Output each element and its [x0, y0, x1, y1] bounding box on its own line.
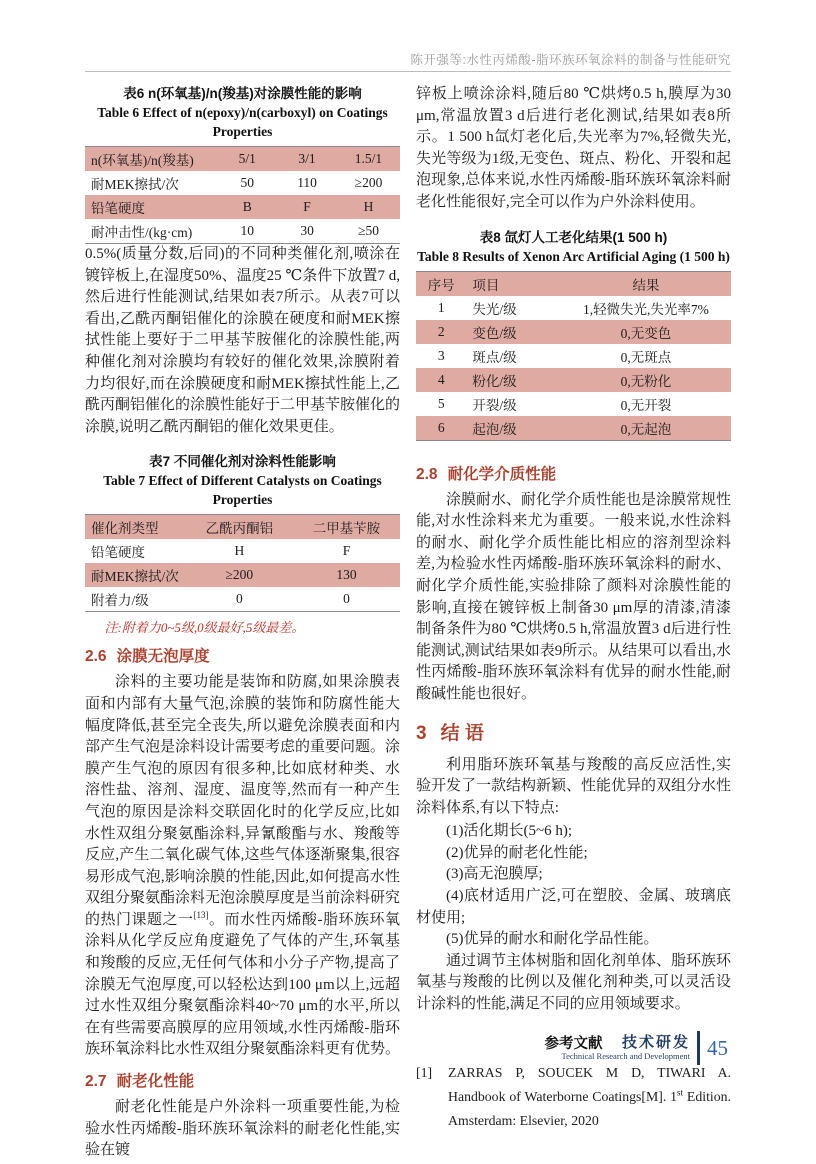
- table-7-caption-en2: Properties: [212, 492, 273, 508]
- paragraph-conclusion-outro: 通过调节主体树脂和固化剂单体、脂环族环氧基与羧酸的比例以及催化剂种类,可以灵活设计涂料的性能,满足不同的应用领域要求。: [416, 952, 732, 1013]
- table-cell: 1,轻微失光,失光率7%: [582, 301, 709, 317]
- paragraph-aging-intro: 耐老化性能是户外涂料一项重要性能,为检验水性丙烯酸-脂环族环氧涂料的耐老化性能,实验在镀: [85, 1099, 400, 1159]
- table-cell: 110: [297, 175, 317, 190]
- table-6-caption-en2: Properties: [212, 124, 273, 139]
- table-cell: H: [337, 195, 400, 219]
- table-8-caption-cn: 表8 氙灯人工老化结果(1 500 h): [479, 229, 668, 245]
- footer-section-cn: 技术研发: [621, 1034, 690, 1051]
- conclusion-item-2: (2)优异的耐老化性能;: [446, 844, 588, 861]
- table-row: [85, 539, 400, 563]
- table-cell: H: [234, 543, 245, 559]
- table-cell: ≥50: [358, 223, 379, 238]
- page-number: 45: [707, 1035, 728, 1060]
- table-cell: 0,无粉化: [561, 368, 731, 392]
- table-6: [85, 146, 400, 244]
- running-head-title: 陈开强等:水性丙烯酸-脂环族环氧涂料的制备与性能研究: [410, 53, 731, 67]
- table-cell: 粉化/级: [466, 368, 561, 392]
- table-cell: 0,无起泡: [561, 416, 731, 441]
- table-cell: 0,无开裂: [620, 397, 672, 413]
- table-cell: 5/1: [217, 147, 277, 172]
- conclusion-item-5: (5)优异的耐水和耐化学品性能。: [446, 931, 659, 948]
- citation-13: [13]: [193, 909, 209, 920]
- table-cell: F: [277, 195, 337, 219]
- section-heading-2-8: [416, 465, 731, 485]
- reference-text: ZARRAS P, SOUCEK M D, TIWARI A. Handbook of Waterborne Coatings[M]. 1: [448, 1064, 731, 1104]
- table-cell: F: [342, 543, 351, 559]
- table-cell: 催化剂类型: [85, 515, 186, 540]
- table-cell: 5: [437, 395, 445, 411]
- paragraph-bubble-free: [85, 672, 400, 1061]
- section-number: 2.8: [416, 465, 438, 483]
- table-cell: 起泡/级: [466, 416, 561, 441]
- table-cell: 6: [416, 416, 466, 441]
- table-cell: 4: [416, 368, 466, 392]
- paragraph-aging-result: 锌板上喷涂涂料,随后80 ℃烘烤0.5 h,膜厚为30 μm,常温放置3 d后进行老化测试,结果如表8所示。1 500 h氙灯老化后,失光率为7%,轻微失光,失光等级为1级,无变色、斑点、粉化、开裂和起泡现象,总体来说,水性丙烯酸-脂环族环氧涂料耐老化性能很好,完全可以作为户外涂料使用。: [416, 86, 731, 210]
- table-8: [416, 271, 731, 441]
- table-cell: 附着力/级: [91, 593, 149, 609]
- page-footer: [561, 1031, 728, 1065]
- table-row: [85, 563, 400, 587]
- footer-section-labels: [561, 1034, 690, 1062]
- section-number: 2.6: [85, 648, 107, 666]
- left-column: [85, 84, 400, 1164]
- table-row: [85, 587, 400, 612]
- reference-text: Edition. Amsterdam: Elsevier, 2020: [448, 1088, 731, 1128]
- table-cell: 项目: [466, 271, 561, 296]
- table-cell: B: [217, 195, 277, 219]
- table-cell: 失光/级: [472, 301, 517, 317]
- table-cell: 50: [240, 175, 254, 190]
- table-cell: 10: [240, 223, 254, 238]
- table-6-caption-cn: 表6 n(环氧基)/n(羧基)对涂膜性能的影响: [123, 86, 362, 101]
- conclusion-item-3: (3)高无泡膜厚;: [446, 866, 543, 883]
- table-cell: 序号: [416, 271, 466, 296]
- table-row: [85, 195, 400, 219]
- section-title: 结 语: [440, 722, 484, 744]
- paragraph-text: 。而水性丙烯酸-脂环族环氧涂料从化学反应角度避免了气体的产生,环氧基和羧酸的反应,无任何气体和小分子产物,提高了涂膜无气泡厚度,可以轻松达到100 μm以上,远超过水性双组分聚氨酯涂料40~70 μm的水平,所以在有些需要高膜厚的应用领域,水性丙烯酸-脂环族环氧涂料比水性双组分聚氨酯涂料更有优势。: [85, 911, 401, 1058]
- table-row: [85, 171, 400, 195]
- table-row: [416, 416, 731, 441]
- table-cell: 耐MEK擦拭/次: [91, 177, 179, 192]
- table-cell: 3/1: [277, 147, 337, 172]
- table-cell: 铅笔硬度: [91, 545, 145, 561]
- table-cell: 斑点/级: [472, 349, 517, 365]
- table-cell: 0,无斑点: [620, 349, 672, 365]
- section-title: 耐老化性能: [116, 1073, 195, 1091]
- table-cell: ≥200: [186, 563, 293, 587]
- section-title: 涂膜无泡厚度: [116, 648, 210, 666]
- paragraph-text: 涂料的主要功能是装饰和防腐,如果涂膜表面和内部有大量气泡,涂膜的装饰和防腐性能大幅度降低,甚至完全丧失,所以避免涂膜表面和内部产生气泡是涂料设计需要考虑的重要问题。涂膜产生气泡的原因有很多种,比如底材种类、水溶性盐、溶剂、湿度、温度等,然而有一种产生气泡的原因是涂料交联固化时的化学反应,比如水性双组分聚氨酯涂料,异氰酸酯与水、羧酸等反应,产生二氧化碳气体,这些气体逐渐聚集,很容易形成气泡,影响涂膜的性能,因此,如何提高水性双组分聚氨酯涂料无泡涂膜厚度是当前涂料研究的热门课题之一: [85, 674, 401, 928]
- table-cell: 1.5/1: [337, 147, 400, 172]
- table-row: [416, 392, 731, 416]
- table-7-note: 注:附着力0~5级,0级最好,5级最差。: [104, 620, 305, 636]
- table-cell: 耐冲击性/(kg·cm): [91, 225, 193, 240]
- table-row: [416, 271, 731, 296]
- table-row: [85, 515, 400, 540]
- paragraph-conclusion-intro: 利用脂环族环氧基与羧酸的高反应活性,实验开发了一款结构新颖、性能优异的双组分水性涂料体系,有以下特点:: [416, 756, 732, 816]
- table-7-caption-en: Table 7 Effect of Different Catalysts on Coatings: [103, 473, 382, 489]
- table-cell: 0: [235, 591, 243, 607]
- table-cell: 乙酰丙酮铝: [186, 515, 293, 540]
- conclusion-item-4: (4)底材适用广泛,可在塑胶、金属、玻璃底材使用;: [416, 888, 731, 926]
- paragraph-catalyst: 0.5%(质量分数,后同)的不同种类催化剂,喷涂在镀锌板上,在湿度50%、温度25 ℃条件下放置7 d,然后进行性能测试,结果如表7所示。从表7可以看出,乙酰丙酮铝催化的涂膜在硬度和耐MEK擦拭性能上要好于二甲基苄胺催化的涂膜性能,两种催化剂对涂膜均有较好的催化效果,涂膜附着力均很好,而在涂膜硬度和耐MEK擦拭性能上,乙酰丙酮铝催化的涂膜性能好于二甲基苄胺催化的涂膜,说明乙酰丙酮铝的催化效果更佳。: [85, 246, 401, 435]
- references-heading: 参考文献: [544, 1035, 603, 1052]
- table-row: [85, 147, 400, 172]
- table-cell: 0: [343, 591, 350, 607]
- footer-divider-bar: [697, 1031, 700, 1065]
- reference-label: [1]: [416, 1064, 433, 1080]
- table-cell: 开裂/级: [472, 397, 517, 413]
- table-6-caption-en: Table 6 Effect of n(epoxy)/n(carboxyl) on Coatings: [97, 105, 388, 120]
- table-cell: 130: [293, 563, 400, 587]
- section-number: 2.7: [85, 1073, 107, 1091]
- table-cell: 二甲基苄胺: [293, 515, 400, 540]
- table-row: [416, 368, 731, 392]
- table-cell: 2: [416, 320, 466, 344]
- header-rule: [85, 71, 731, 72]
- footer-section-en: Technical Research and Development: [561, 1051, 690, 1061]
- table-cell: ≥200: [354, 175, 383, 190]
- conclusion-item-1: (1)活化期长(5~6 h);: [446, 823, 573, 840]
- table-cell: 变色/级: [466, 320, 561, 344]
- table-cell: 结果: [561, 271, 731, 296]
- section-title: 耐化学介质性能: [447, 465, 557, 483]
- table-cell: 0,无变色: [561, 320, 731, 344]
- table-7: [85, 514, 400, 612]
- section-heading-2-6: [85, 647, 400, 667]
- table-cell: 1: [437, 299, 445, 315]
- table-row: [416, 296, 731, 320]
- table-row: [416, 344, 731, 368]
- table-cell: 铅笔硬度: [85, 195, 217, 219]
- table-7-caption-cn: 表7 不同催化剂对涂料性能影响: [149, 454, 336, 470]
- table-row: [416, 320, 731, 344]
- reference-1: [416, 1061, 731, 1133]
- table-cell: 30: [300, 223, 314, 238]
- section-heading-2-7: [85, 1072, 400, 1092]
- section-number: 3: [416, 722, 427, 744]
- section-heading-3: [416, 722, 731, 746]
- table-8-caption-en: Table 8 Results of Xenon Arc Artificial Aging (1 500 h): [417, 248, 730, 264]
- right-column: [416, 84, 731, 1164]
- two-column-body: [85, 84, 731, 1164]
- table-row: [85, 219, 400, 244]
- ordinal-superscript: st: [677, 1087, 684, 1098]
- table-cell: n(环氧基)/n(羧基): [85, 147, 217, 172]
- table-cell: 耐MEK擦拭/次: [85, 563, 186, 587]
- table-cell: 3: [437, 347, 445, 363]
- paragraph-chemical-resistance: 涂膜耐水、耐化学介质性能也是涂膜常规性能,对水性涂料来尤为重要。一般来说,水性涂料的耐水、耐化学介质性能比相应的溶剂型涂料差,为检验水性丙烯酸-脂环族环氧涂料的耐水、耐化学介质性能,实验排除了颜料对涂膜性能的影响,直接在镀锌板上制备30 μm厚的清漆,清漆制备条件为80 ℃烘烤0.5 h,常温放置3 d后进行性能测试,测试结果如表9所示。从结果可以看出,水性丙烯酸-脂环族环氧涂料有优异的耐水性能,耐酸碱性能也很好。: [416, 491, 732, 702]
